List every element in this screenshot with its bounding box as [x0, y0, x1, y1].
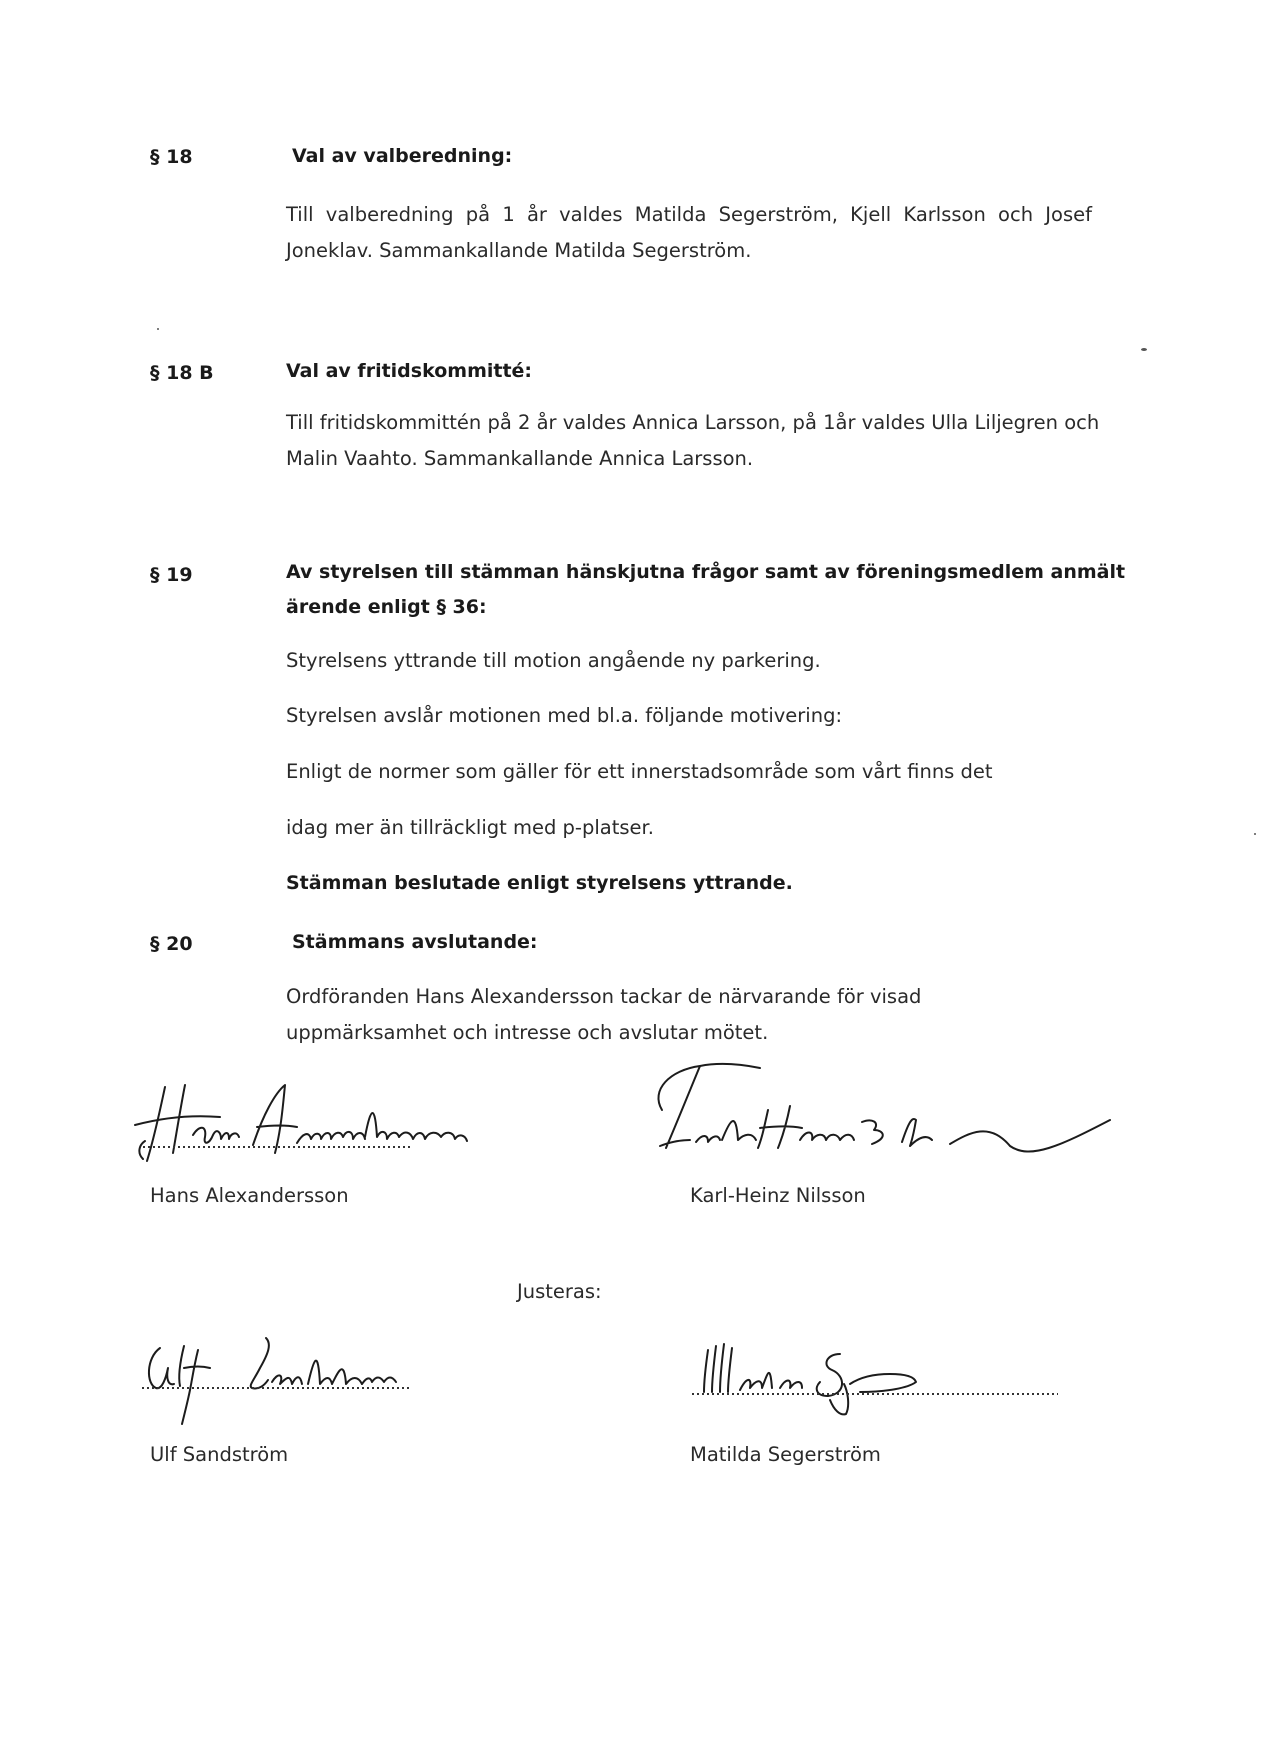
scan-speck [1141, 348, 1147, 351]
section-number: § 19 [150, 564, 193, 586]
signature-matilda-segerstrom [690, 1330, 1070, 1440]
signatory-name: Karl-Heinz Nilsson [690, 1184, 866, 1207]
signatory-name: Matilda Segerström [690, 1443, 881, 1466]
section-paragraph: Till valberedning på 1 år valdes Matilda Segerström, Kjell Karlsson och Josef Joneklav. Sammankallande Matilda Segerström. [286, 203, 1092, 262]
section-heading: Val av valberedning: [292, 145, 513, 167]
signature-ulf-sandstrom [140, 1328, 440, 1438]
signatory-name: Ulf Sandström [150, 1443, 289, 1466]
section-heading-line: ärende enligt § 36: [286, 596, 487, 618]
scan-speck [1254, 833, 1256, 835]
signature-hans-alexandersson [125, 1075, 545, 1165]
section-paragraph: Ordföranden Hans Alexandersson tackar de närvarande för visad uppmärksamhet och intresse och avslutar mötet. [286, 985, 922, 1044]
section-paragraph: Styrelsen avslår motionen med bl.a. följande motivering: [286, 704, 843, 727]
section-heading: Val av fritidskommitté: [286, 360, 533, 382]
section-number: § 18 B [150, 362, 214, 384]
adjusters-label: Justeras: [517, 1280, 602, 1303]
section-paragraph: Styrelsens yttrande till motion angående ny parkering. [286, 649, 821, 672]
scan-speck [157, 328, 159, 330]
section-heading: Stämmans avslutande: [292, 931, 538, 953]
section-number: § 20 [150, 933, 193, 955]
section-paragraph: idag mer än tillräckligt med p-platser. [286, 816, 654, 839]
section-decision: Stämman beslutade enligt styrelsens yttrande. [286, 872, 793, 894]
signatory-name: Hans Alexandersson [150, 1184, 349, 1207]
signature-karl-heinz-nilsson [640, 1050, 1160, 1160]
section-number: § 18 [150, 146, 193, 168]
section-paragraph: Till fritidskommittén på 2 år valdes Annica Larsson, på 1år valdes Ulla Liljegren och Malin Vaahto. Sammankallande Annica Larsson. [286, 411, 1100, 470]
section-heading-line: Av styrelsen till stämman hänskjutna frågor samt av föreningsmedlem anmält [286, 561, 1126, 583]
section-paragraph: Enligt de normer som gäller för ett innerstadsområde som vårt finns det [286, 760, 993, 783]
